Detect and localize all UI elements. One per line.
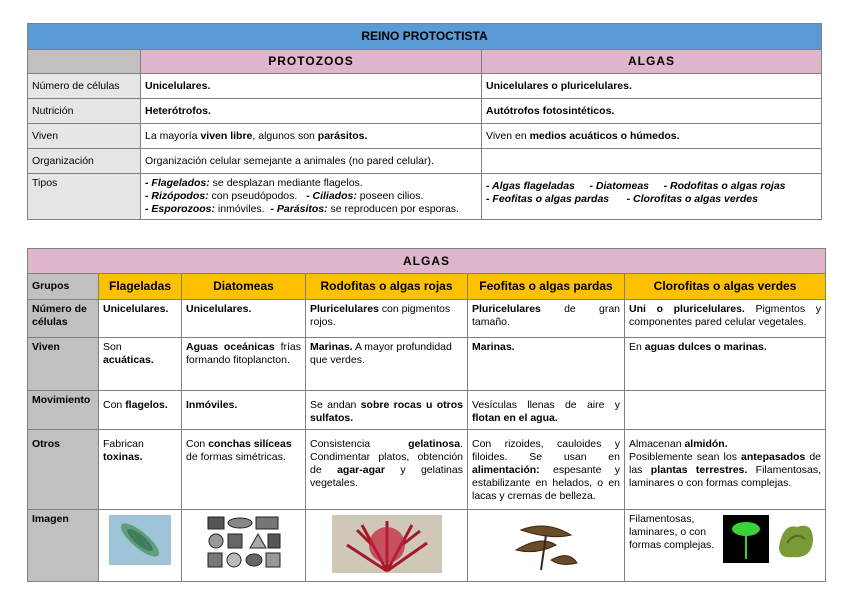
row-label-organizacion: Organización <box>28 149 141 174</box>
clorofitas-otros: Almacenan almidón. Posiblemente sean los antepasados de las plantas terrestres. Filamentosas, laminares o con formas complejas. <box>625 430 826 510</box>
algas-table <box>27 248 826 582</box>
clorofitas-viven: En aguas dulces o marinas. <box>625 338 826 391</box>
diatomeas-numero: Unicelulares. <box>182 300 306 338</box>
feofitas-viven: Marinas. <box>468 338 625 391</box>
rodofitas-viven: Marinas. A mayor profundidad que verdes. <box>306 338 468 391</box>
flageladas-movimiento: Con flagelos. <box>99 391 182 430</box>
corner-cell <box>28 50 141 74</box>
protozoos-header: PROTOZOOS <box>141 50 482 74</box>
algas-viven: Viven en medios acuáticos o húmedos. <box>482 124 822 149</box>
diatoms-image <box>206 515 282 571</box>
protozoos-organizacion: Organización celular semejante a animales (no pared celular). <box>141 149 482 174</box>
group-header-clorofitas: Clorofitas o algas verdes <box>625 274 826 300</box>
flageladas-numero: Unicelulares. <box>99 300 182 338</box>
grupos-label: Grupos <box>28 274 99 300</box>
clorofitas-imagen <box>625 510 826 582</box>
feofitas-imagen <box>468 510 625 582</box>
clorofitas-imagen-text: Filamentosas, laminares, o con formas complejas. <box>629 513 715 551</box>
algas-tipos: - Algas flageladas - Diatomeas - Rodofitas o algas rojas - Feofitas o algas pardas - Clorofitas o algas verdes <box>482 174 822 220</box>
group-header-rodofitas: Rodofitas o algas rojas <box>306 274 468 300</box>
flageladas-otros: Fabrican toxinas. <box>99 430 182 510</box>
reino-title: REINO PROTOCTISTA <box>28 24 822 50</box>
rodofitas-numero: Pluricelulares con pigmentos rojos. <box>306 300 468 338</box>
algas-organizacion <box>482 149 822 174</box>
row-label-tipos: Tipos <box>28 174 141 220</box>
clorofitas-movimiento <box>625 391 826 430</box>
brown-algae-image <box>511 515 581 575</box>
green-algae-image <box>773 517 819 563</box>
row-label-viven: Viven <box>28 124 141 149</box>
feofitas-numero: Pluricelulares de gran tamaño. <box>468 300 625 338</box>
red-algae-image <box>332 515 442 573</box>
protozoos-viven: La mayoría viven libre, algunos son parásitos. <box>141 124 482 149</box>
algas-header: ALGAS <box>482 50 822 74</box>
reino-protoctista-table <box>27 23 822 220</box>
flageladas-imagen <box>99 510 182 582</box>
diatomeas-movimiento: Inmóviles. <box>182 391 306 430</box>
row-label-nutricion: Nutrición <box>28 99 141 124</box>
diatomeas-otros: Con conchas silíceas de formas simétricas. <box>182 430 306 510</box>
feofitas-otros: Con rizoides, cauloides y filoides. Se usan en alimentación: espesante y estabilizante en helados, o en lacas y cremas de belleza. <box>468 430 625 510</box>
acetabularia-image <box>723 515 769 563</box>
group-header-diatomeas: Diatomeas <box>182 274 306 300</box>
group-header-flageladas: Flageladas <box>99 274 182 300</box>
clorofitas-numero: Uni o pluricelulares. Pigmentos y componentes pared celular vegetales. <box>625 300 826 338</box>
protozoos-tipos: - Flagelados: se desplazan mediante flagelos. - Rizópodos: con pseudópodos. - Ciliados: poseen cilios. - Esporozoos: inmóviles. - Parásitos: se reproducen por esporas. <box>141 174 482 220</box>
row-label-otros: Otros <box>28 430 99 510</box>
row-label-movimiento: Movimiento <box>28 391 99 430</box>
rodofitas-otros: Consistencia gelatinosa. Condimentar platos, obtención de agar-agar y gelatinas vegetales. <box>306 430 468 510</box>
rodofitas-imagen <box>306 510 468 582</box>
algas-numero: Unicelulares o pluricelulares. <box>482 74 822 99</box>
algas-nutricion: Autótrofos fotosintéticos. <box>482 99 822 124</box>
rodofitas-movimiento: Se andan sobre rocas u otros sulfatos. <box>306 391 468 430</box>
row-label-numero-celulas: Número de células <box>28 300 99 338</box>
row-label-numero: Número de células <box>28 74 141 99</box>
group-header-feofitas: Feofitas o algas pardas <box>468 274 625 300</box>
feofitas-movimiento: Vesículas llenas de aire y flotan en el agua. <box>468 391 625 430</box>
diatomeas-viven: Aguas oceánicas frías formando fitoplancton. <box>182 338 306 391</box>
flageladas-viven: Son acuáticas. <box>99 338 182 391</box>
row-label-imagen: Imagen <box>28 510 99 582</box>
euglena-image <box>109 515 171 565</box>
diatomeas-imagen <box>182 510 306 582</box>
row-label-viven: Viven <box>28 338 99 391</box>
protozoos-nutricion: Heterótrofos. <box>141 99 482 124</box>
algas-title: ALGAS <box>28 249 826 274</box>
protozoos-numero: Unicelulares. <box>141 74 482 99</box>
